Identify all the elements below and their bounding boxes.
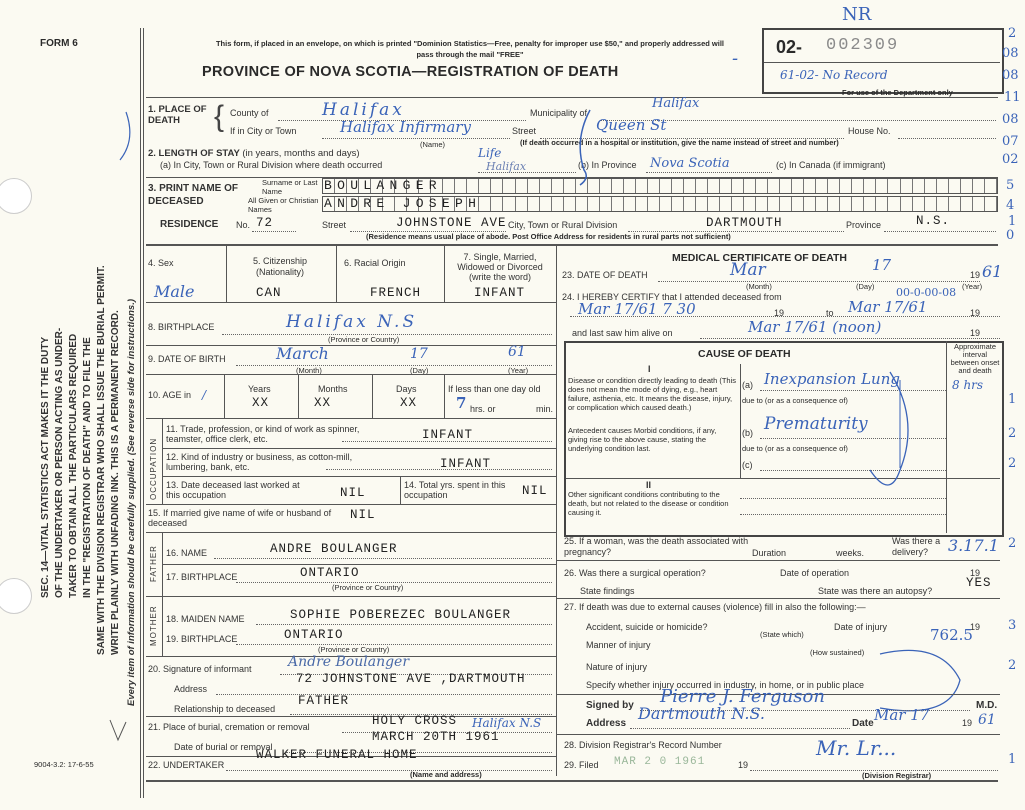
years-label: Years bbox=[248, 384, 271, 394]
margin-code-17: 2 bbox=[1008, 658, 1017, 673]
margin-code-12: 1 bbox=[1008, 392, 1017, 407]
margin-code-6: 07 bbox=[1002, 134, 1019, 149]
reg-number: 002309 bbox=[826, 36, 900, 55]
print-name-label: 3. PRINT NAME OF DECEASED bbox=[148, 183, 239, 207]
municipality-label: Municipality of bbox=[530, 108, 588, 118]
cause-a-marker: (a) bbox=[742, 380, 753, 390]
res-prov-value: N.S. bbox=[916, 214, 951, 228]
dob-month-caption: (Month) bbox=[296, 366, 322, 375]
q25-label: 25. If a woman, was the death associated with pregnancy? bbox=[564, 536, 749, 557]
dob-year-caption: (Year) bbox=[508, 366, 529, 375]
sign-address-label: Address bbox=[586, 718, 627, 729]
specify-label: Specify whether injury occurred in industry, in home, or in public place bbox=[586, 680, 864, 690]
occ11-value: INFANT bbox=[422, 428, 474, 442]
age-tick: / bbox=[202, 388, 207, 402]
mother-bp-label: 19. BIRTHPLACE bbox=[166, 634, 238, 644]
racial-value: FRENCH bbox=[370, 286, 422, 300]
birthplace-label: 8. BIRTHPLACE bbox=[148, 322, 215, 332]
age-hrs-value: 7 bbox=[456, 394, 467, 412]
side-text-3: TAKER TO OBTAIN ALL THE PARTICULARS REQUIRED bbox=[68, 333, 79, 598]
surname-label: Surname or Last Name bbox=[262, 178, 318, 196]
mail-notice: This form, if placed in an envelope, on which is printed "Dominion Statistics—Free, penalty for improper use $50," and properly addressed will pass through the mail "FREE" bbox=[215, 39, 725, 59]
city-town-value: Halifax Infirmary bbox=[340, 118, 471, 136]
surname-value: BOULANGER bbox=[324, 178, 442, 193]
roman-two: II bbox=[646, 480, 652, 490]
burial-value: HOLY CROSS bbox=[372, 714, 458, 728]
to-label: to bbox=[826, 308, 834, 318]
mother-bp-caption: (Province or Country) bbox=[318, 645, 390, 654]
margin-code-9: 4 bbox=[1006, 198, 1015, 213]
md-label: M.D. bbox=[976, 700, 998, 711]
dod-month-caption: (Month) bbox=[746, 282, 772, 291]
father-bp-caption: (Province or Country) bbox=[332, 583, 404, 592]
undertaker-value: WALKER FUNERAL HOME bbox=[256, 748, 418, 762]
interval-code: 00-0-00-08 bbox=[896, 286, 957, 299]
dob-month-value: March bbox=[276, 344, 329, 363]
q28-label: 28. Division Registrar's Record Number bbox=[564, 740, 722, 750]
burial-date-value: MARCH 20TH 1961 bbox=[372, 730, 500, 744]
state-which-caption: (State which) bbox=[760, 630, 804, 639]
burial-date-label: Date of burial or removal bbox=[174, 742, 273, 752]
dept-caption: For use of the Department only bbox=[842, 88, 953, 97]
cause-a-interval: 8 hrs bbox=[952, 378, 984, 392]
marital-label: 7. Single, Married, Widowed or Divorced (write the word) bbox=[457, 252, 543, 282]
last-saw-value: Mar 17/61 (noon) bbox=[748, 318, 882, 336]
cause-c-marker: (c) bbox=[742, 460, 753, 470]
signed-by-value: Pierre J. Ferguson bbox=[660, 686, 825, 707]
dash-mark: - bbox=[732, 48, 739, 69]
street-value: Queen St bbox=[596, 116, 667, 134]
op-nineteen: 19 bbox=[970, 568, 981, 578]
sign-year-value: 61 bbox=[978, 712, 996, 728]
margin-code-3: 08 bbox=[1002, 68, 1019, 83]
margin-code-14: 2 bbox=[1008, 456, 1017, 471]
res-no-label: No. bbox=[236, 220, 251, 230]
delivery-value: 3.17.1 bbox=[948, 536, 999, 555]
county-label: County of bbox=[230, 108, 269, 118]
other-sig-label: Other significant conditions contributing to the death, but not related to the disease or condition causing it. bbox=[568, 490, 729, 517]
birthplace-value: Halifax N.S bbox=[286, 312, 418, 332]
stay-b-value: Nova Scotia bbox=[650, 156, 730, 171]
side-italic-note: Every item of information should be carefully supplied. (See reverse side for instructions.) bbox=[126, 298, 137, 706]
residence-label: RESIDENCE bbox=[160, 219, 219, 230]
margin-code-16: 3 bbox=[1008, 618, 1017, 633]
sex-label: 4. Sex bbox=[148, 258, 174, 268]
county-value: Halifax bbox=[322, 100, 405, 120]
medical-cert-title: MEDICAL CERTIFICATE OF DEATH bbox=[672, 252, 847, 264]
margin-code-18: 1 bbox=[1008, 752, 1017, 767]
father-bp-value: ONTARIO bbox=[300, 566, 360, 580]
autopsy-value: YES bbox=[966, 576, 992, 590]
autopsy-label: State was there an autopsy? bbox=[818, 586, 933, 596]
dod-label: 23. DATE OF DEATH bbox=[562, 270, 648, 280]
occ15-value: NIL bbox=[350, 508, 376, 522]
occ14-label: 14. Total yrs. spent in this occupation bbox=[404, 480, 506, 500]
side-text-1: SEC. 14—VITAL STATISTICS ACT MAKES IT THE DUTY bbox=[40, 336, 51, 598]
cause-title: CAUSE OF DEATH bbox=[698, 348, 791, 360]
nr-mark: NR bbox=[842, 4, 872, 25]
res-street-value: JOHNSTONE AVE bbox=[396, 216, 507, 230]
dept-note: 61-02- No Record bbox=[780, 68, 888, 82]
dob-label: 9. DATE OF BIRTH bbox=[148, 354, 226, 364]
attend-to-value: Mar 17/61 bbox=[848, 298, 928, 316]
cause-b-marker: (b) bbox=[742, 428, 753, 438]
dod-year-caption: (Year) bbox=[962, 282, 983, 291]
occupation-side-label: OCCUPATION bbox=[149, 437, 158, 500]
side-text-4: IN THE "REGISTRATION OF DEATH" AND TO FILE THE bbox=[82, 337, 93, 598]
div-registrar-caption: (Division Registrar) bbox=[862, 771, 932, 780]
father-name-value: ANDRE BOULANGER bbox=[270, 542, 398, 556]
mother-name-value: SOPHIE POBEREZEC BOULANGER bbox=[290, 608, 512, 622]
mother-side-label: MOTHER bbox=[149, 605, 158, 646]
address-label: Address bbox=[174, 684, 208, 694]
months-label: Months bbox=[318, 384, 348, 394]
dod-day-value: 17 bbox=[872, 256, 892, 274]
page-title: PROVINCE OF NOVA SCOTIA—REGISTRATION OF DEATH bbox=[202, 64, 619, 80]
interval-label: Approximate interval between onset and death bbox=[950, 342, 1000, 375]
margin-code-5: 08 bbox=[1002, 112, 1019, 127]
how-sustained-caption: (How sustained) bbox=[810, 648, 865, 657]
registrar-signature: Mr. Lr... bbox=[816, 736, 897, 760]
racial-label: 6. Racial Origin bbox=[344, 258, 406, 268]
filed-nineteen: 19 bbox=[738, 760, 749, 770]
street-label: Street bbox=[512, 126, 537, 136]
footer-code: 9004-3.2: 17-6-55 bbox=[34, 760, 94, 769]
less-than-day-label: If less than one day old bbox=[448, 384, 541, 394]
dod-day-caption: (Day) bbox=[856, 282, 875, 291]
citizenship-value: CAN bbox=[256, 286, 282, 300]
informant-label: 20. Signature of informant bbox=[148, 664, 252, 674]
stay-b-label: (b) In Province bbox=[578, 160, 637, 170]
relationship-label: Relationship to deceased bbox=[174, 704, 276, 714]
dob-year-value: 61 bbox=[508, 344, 526, 360]
min-label: min. bbox=[536, 404, 554, 414]
sign-date-value: Mar 17 bbox=[874, 706, 930, 724]
relationship-value: FATHER bbox=[298, 694, 350, 708]
occ15-label: 15. If married give name of wife or husband of deceased bbox=[148, 508, 332, 528]
due-to-b: due to (or as a consequence of) bbox=[742, 444, 848, 453]
father-bp-label: 17. BIRTHPLACE bbox=[166, 572, 238, 582]
margin-code-2: 08 bbox=[1002, 46, 1019, 61]
stay-c-label: (c) In Canada (if immigrant) bbox=[776, 160, 886, 170]
margin-code-4: 11 bbox=[1004, 90, 1021, 105]
sign-nineteen: 19 bbox=[962, 718, 973, 728]
father-side-label: FATHER bbox=[149, 545, 158, 582]
res-no-value: 72 bbox=[256, 216, 274, 230]
occ13-label: 13. Date deceased last worked at this occupation bbox=[166, 480, 300, 500]
birthplace-caption: (Province or Country) bbox=[328, 335, 400, 344]
age-label: 10. AGE in bbox=[148, 390, 192, 400]
form-number: FORM 6 bbox=[40, 38, 78, 49]
cause-b-value: Prematurity bbox=[764, 414, 868, 434]
margin-code-11: 0 bbox=[1006, 228, 1015, 243]
last-saw-nineteen: 19 bbox=[970, 328, 981, 338]
given-value: ANDRE JOSEPH bbox=[324, 196, 482, 211]
antecedent-label: Antecedent causes Morbid conditions, if any, giving rise to the above cause, stating the underlying condition last. bbox=[568, 426, 717, 453]
undertaker-caption: (Name and address) bbox=[410, 770, 482, 779]
res-street-label: Street bbox=[322, 220, 347, 230]
margin-code-1: 2 bbox=[1008, 26, 1017, 41]
marital-value: INFANT bbox=[474, 286, 526, 300]
due-to-a: due to (or as a consequence of) bbox=[742, 396, 848, 405]
attend-from-value: Mar 17/61 7 30 bbox=[578, 300, 696, 318]
side-text-6: WRITE PLAINLY WITH UNFADING INK. THIS IS A PERMANENT RECORD. bbox=[110, 310, 121, 655]
dod-month-value: Mar bbox=[730, 260, 766, 280]
name-caption: (Name) bbox=[420, 140, 446, 149]
margin-code-7: 02 bbox=[1002, 152, 1019, 167]
citizenship-label: 5. Citizenship (Nationality) bbox=[252, 256, 308, 277]
occ12-value: INFANT bbox=[440, 457, 492, 471]
side-text-5: SAME WITH THE DIVISION REGISTRAR WHO SHALL ISSUE THE BURIAL PERMIT. bbox=[96, 265, 107, 655]
hrs-label: hrs. or bbox=[470, 404, 496, 414]
father-name-label: 16. NAME bbox=[166, 548, 208, 558]
findings-label: State findings bbox=[580, 586, 635, 596]
q26-label: 26. Was there a surgical operation? bbox=[564, 568, 706, 578]
hospital-note: (If death occurred in a hospital or institution, give the name instead of street and number) bbox=[520, 138, 839, 147]
roman-one: I bbox=[648, 364, 651, 374]
res-city-value: DARTMOUTH bbox=[706, 216, 783, 230]
injury-code-value: 762.5 bbox=[930, 626, 973, 644]
duration-label: Duration bbox=[752, 548, 787, 558]
margin-code-15: 2 bbox=[1008, 536, 1017, 551]
injury-nineteen: 19 bbox=[970, 622, 981, 632]
city-town-rural-label: City, Town or Rural Division bbox=[508, 220, 618, 230]
side-text-2: OF THE UNDERTAKER OR PERSON ACTING AS UNDER- bbox=[54, 327, 65, 598]
given-label: All Given or Christian Names bbox=[248, 196, 319, 214]
dob-day-value: 17 bbox=[410, 346, 428, 362]
dod-year-value: 61 bbox=[982, 262, 1003, 281]
sign-date-label: Date bbox=[852, 718, 874, 729]
city-town-label: If in City or Town bbox=[230, 126, 297, 136]
days-label: Days bbox=[396, 384, 417, 394]
reg-prefix: 02- bbox=[776, 37, 803, 57]
mother-name-label: 18. MAIDEN NAME bbox=[166, 614, 245, 624]
q27-label: 27. If death was due to external causes (violence) fill in also the following:— bbox=[564, 602, 866, 612]
undertaker-label: 22. UNDERTAKER bbox=[148, 760, 225, 770]
date-injury-label: Date of injury bbox=[834, 622, 888, 632]
house-no-label: House No. bbox=[848, 126, 891, 136]
accident-label: Accident, suicide or homicide? bbox=[586, 622, 708, 632]
sign-address-value: Dartmouth N.S. bbox=[638, 704, 765, 723]
dob-day-caption: (Day) bbox=[410, 366, 429, 375]
occ12-label: 12. Kind of industry or business, as cotton-mill, lumbering, bank, etc. bbox=[166, 452, 353, 472]
informant-signature: Andre Boulanger bbox=[288, 654, 410, 670]
cause-a-value: Inexpansion Lung bbox=[764, 370, 900, 388]
attend-to-nineteen: 19 bbox=[970, 308, 981, 318]
delivery-label: Was there a delivery? bbox=[892, 536, 941, 557]
municipality-value: Halifax bbox=[652, 96, 700, 111]
margin-code-10: 1 bbox=[1008, 214, 1017, 229]
age-months-value: XX bbox=[314, 396, 332, 410]
filed-stamp: MAR 2 0 1961 bbox=[614, 756, 706, 768]
address-value: 72 JOHNSTONE AVE ,DARTMOUTH bbox=[296, 672, 526, 686]
weeks-label: weeks. bbox=[836, 548, 865, 558]
attend-nineteen: 19 bbox=[774, 308, 785, 318]
occ13-value: NIL bbox=[340, 486, 366, 500]
date-op-label: Date of operation bbox=[780, 568, 850, 578]
last-saw-label: and last saw him alive on bbox=[572, 328, 673, 338]
cause-direct-label: Disease or condition directly leading to death (This does not mean the mode of dying, e.g., heart failure, asthenia, etc. It means the disease, injury, or complication which caused death.) bbox=[568, 376, 737, 412]
burial-label: 21. Place of burial, cremation or removal bbox=[148, 722, 310, 732]
margin-code-8: 5 bbox=[1006, 178, 1015, 193]
length-of-stay-label: 2. LENGTH OF STAY (in years, months and days) bbox=[148, 148, 360, 159]
age-years-value: XX bbox=[252, 396, 270, 410]
manner-label: Manner of injury bbox=[586, 640, 651, 650]
mother-bp-value: ONTARIO bbox=[284, 628, 344, 642]
dod-nineteen: 19 bbox=[970, 270, 981, 280]
occ14-value: NIL bbox=[522, 484, 548, 498]
burial-hand-value: Halifax N.S bbox=[472, 716, 542, 730]
stay-a-label: (a) In City, Town or Rural Division where death occurred bbox=[160, 160, 383, 170]
certify-label: 24. I HEREBY CERTIFY that I attended deceased from bbox=[562, 292, 782, 302]
age-days-value: XX bbox=[400, 396, 418, 410]
occ11-label: 11. Trade, profession, or kind of work as spinner, teamster, office clerk, etc. bbox=[166, 424, 360, 444]
margin-code-13: 2 bbox=[1008, 426, 1017, 441]
place-of-death-label: 1. PLACE OF DEATH bbox=[148, 104, 207, 126]
stay-a-value: Life bbox=[478, 146, 502, 160]
residence-note: (Residence means usual place of abode. Post Office Address for residents in rural parts not sufficient) bbox=[366, 232, 731, 241]
stay-a2-value: Halifax bbox=[486, 160, 527, 173]
nature-label: Nature of injury bbox=[586, 662, 648, 672]
q29-label: 29. Filed bbox=[564, 760, 599, 770]
province-label: Province bbox=[846, 220, 882, 230]
sex-value: Male bbox=[154, 282, 195, 301]
signed-by-label: Signed by bbox=[586, 700, 634, 711]
